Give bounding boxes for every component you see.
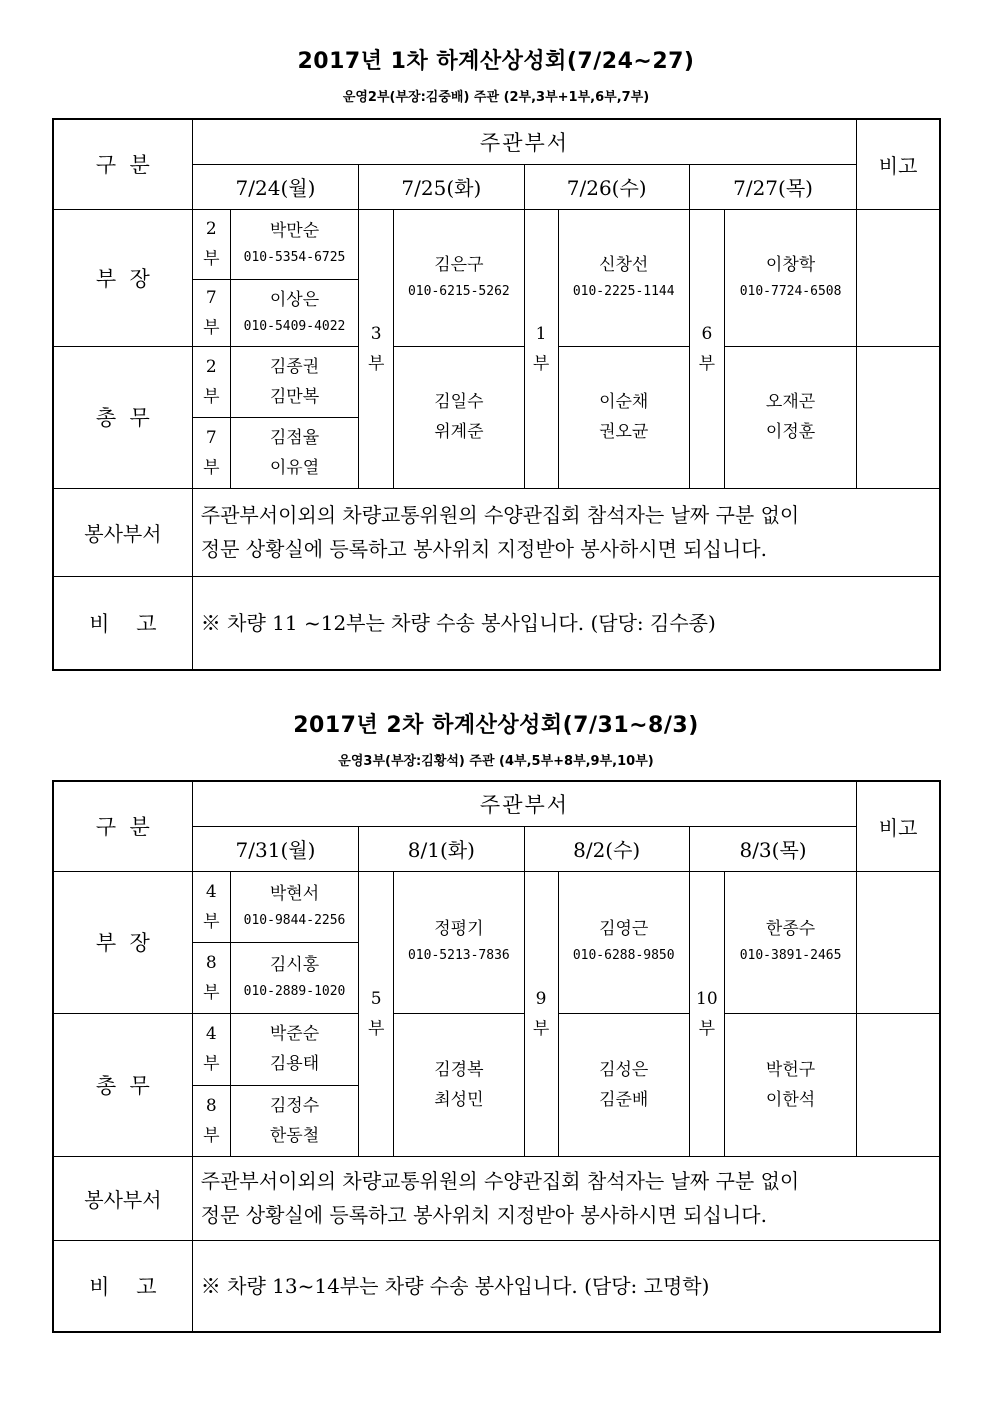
- head-cell: 박만순 010-5354-6725: [230, 209, 358, 279]
- date-day4: 8/3(목): [689, 826, 856, 871]
- head-cell: 이상은 010-5409-4022: [230, 279, 358, 346]
- service-text: 주관부서이외의 차량교통위원의 수양관집회 참석자는 날짜 구분 없이 정문 상황실에 등록하고 봉사위치 지정받아 봉사하시면 되십니다.: [192, 1156, 940, 1240]
- head-cell: 박현서 010-9844-2256: [230, 871, 358, 942]
- service-label: 봉사부서: [53, 488, 192, 576]
- admin-label: 총 무: [53, 346, 192, 488]
- section2-subtitle: 운영3부(부장:김황석) 주관 (4부,5부+8부,9부,10부): [338, 754, 654, 769]
- date-day1: 7/31(월): [192, 826, 358, 871]
- host-dept-header: 주관부서: [192, 119, 856, 164]
- dept-tag: 2 부: [192, 346, 230, 417]
- note-text: ※ 차량 11 ~12부는 차량 수송 봉사입니다. (담당: 김수종): [192, 576, 940, 670]
- section1-table: [52, 118, 941, 671]
- dept-tag: 2 부: [192, 209, 230, 279]
- head-cell: 김시홍 010-2889-1020: [230, 942, 358, 1013]
- head-cell-day2: 김은구 010-6215-5262: [394, 209, 524, 346]
- dept-tag-day3: 1 부: [524, 209, 558, 488]
- note-label: 비 고: [53, 576, 192, 670]
- date-day3: 7/26(수): [524, 164, 689, 209]
- admin-cell: 김정수 한동철: [230, 1085, 358, 1156]
- admin-cell: 김점율 이유열: [230, 417, 358, 488]
- date-day2: 7/25(화): [359, 164, 524, 209]
- remark-header: 비고: [857, 119, 940, 209]
- section2-table: [52, 780, 941, 1333]
- dept-tag-day2: 5 부: [359, 871, 394, 1156]
- date-day4: 7/27(목): [689, 164, 856, 209]
- date-day1: 7/24(월): [192, 164, 358, 209]
- section1-subtitle: 운영2부(부장:김중배) 주관 (2부,3부+1부,6부,7부): [342, 90, 650, 105]
- dept-tag-day2: 3 부: [359, 209, 394, 488]
- service-label: 봉사부서: [53, 1156, 192, 1240]
- dept-tag: 4 부: [192, 871, 230, 942]
- head-cell-day3: 신창선 010-2225-1144: [558, 209, 689, 346]
- head-label: 부 장: [53, 209, 192, 346]
- admin-cell-day3: 이순채 권오균: [558, 346, 689, 488]
- service-text: 주관부서이외의 차량교통위원의 수양관집회 참석자는 날짜 구분 없이 정문 상황실에 등록하고 봉사위치 지정받아 봉사하시면 되십니다.: [192, 488, 940, 576]
- remark-cell: [857, 346, 940, 488]
- head-label: 부 장: [53, 871, 192, 1013]
- section1-title: 2017년 1차 하계산상성회(7/24~27): [297, 49, 695, 74]
- admin-cell-day2: 김경복 최성민: [394, 1013, 524, 1156]
- dept-tag: 7 부: [192, 279, 230, 346]
- admin-cell: 박준순 김용태: [230, 1013, 358, 1085]
- head-cell-day4: 한종수 010-3891-2465: [724, 871, 856, 1013]
- date-day3: 8/2(수): [524, 826, 689, 871]
- admin-cell-day2: 김일수 위계준: [394, 346, 524, 488]
- dept-tag: 4 부: [192, 1013, 230, 1085]
- date-day2: 8/1(화): [359, 826, 524, 871]
- admin-cell-day3: 김성은 김준배: [558, 1013, 689, 1156]
- host-dept-header: 주관부서: [192, 781, 856, 826]
- category-label: 구 분: [53, 781, 192, 871]
- dept-tag-day4: 6 부: [689, 209, 724, 488]
- head-cell-day4: 이창학 010-7724-6508: [724, 209, 856, 346]
- dept-tag-day4: 10 부: [689, 871, 724, 1156]
- admin-cell-day4: 박헌구 이한석: [724, 1013, 856, 1156]
- dept-tag: 7 부: [192, 417, 230, 488]
- section2-title: 2017년 2차 하계산상성회(7/31~8/3): [293, 713, 699, 738]
- note-label: 비 고: [53, 1240, 192, 1332]
- head-cell-day2: 정평기 010-5213-7836: [394, 871, 524, 1013]
- category-label: 구 분: [53, 119, 192, 209]
- dept-tag: 8 부: [192, 1085, 230, 1156]
- remark-cell: [857, 209, 940, 346]
- dept-tag-day3: 9 부: [524, 871, 558, 1156]
- head-cell-day3: 김영근 010-6288-9850: [558, 871, 689, 1013]
- dept-tag: 8 부: [192, 942, 230, 1013]
- remark-cell: [857, 1013, 940, 1156]
- admin-cell-day4: 오재곤 이정훈: [724, 346, 856, 488]
- note-text: ※ 차량 13~14부는 차량 수송 봉사입니다. (담당: 고명학): [192, 1240, 940, 1332]
- remark-cell: [857, 871, 940, 1013]
- remark-header: 비고: [857, 781, 940, 871]
- admin-label: 총 무: [53, 1013, 192, 1156]
- admin-cell: 김종권 김만복: [230, 346, 358, 417]
